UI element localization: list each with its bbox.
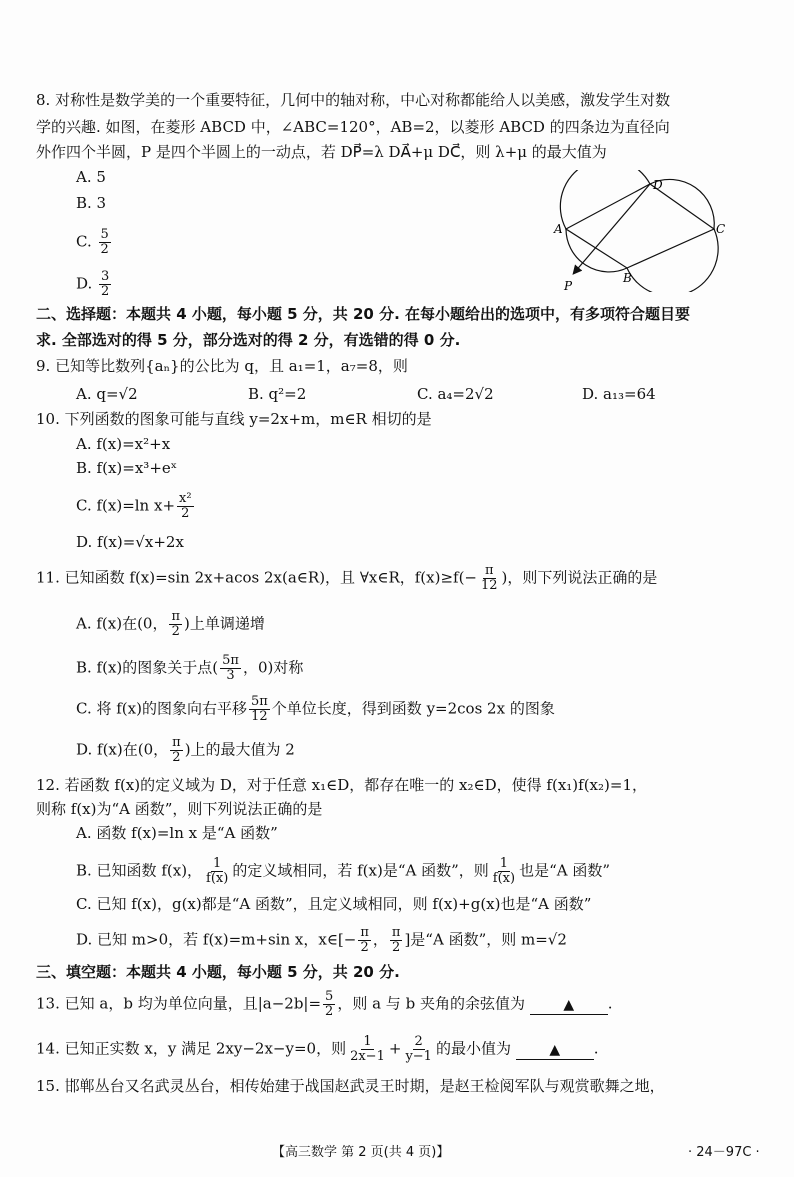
q9-option-d: D. a₁₃=64 (582, 385, 656, 403)
q12-option-b-fraction-1 (204, 857, 230, 886)
fraction-numerator: π (171, 609, 181, 624)
q13-fraction (323, 990, 335, 1019)
q10-option-c (76, 492, 196, 521)
q15-line-1: 15. 邯郸丛台又名武灵丛台，相传始建于战国赵武灵王时期，是赵王检阅军队与观赏歌舞之地， (36, 1077, 665, 1095)
q8-option-c-fraction (99, 228, 111, 257)
vertex-label-b: B (623, 271, 632, 285)
q14 (36, 1035, 756, 1064)
q12-option-d-fraction-2 (390, 926, 403, 955)
fraction-numerator: 5π (250, 694, 268, 709)
q13-post: ，则 a 与 b 夹角的余弦值为 (337, 994, 525, 1013)
q12-option-d (76, 926, 567, 955)
q8-line-1: 8. 对称性是数学美的一个重要特征，几何中的轴对称，中心对称都能给人以美感，激发学生对数 (36, 91, 671, 109)
q8-option-c-label: C. (76, 232, 92, 251)
q11-option-a-fraction (169, 610, 182, 639)
q11-option-c-pre: C. 将 f(x)的图象向右平移 (76, 699, 247, 718)
fraction-numerator: 3 (101, 269, 110, 284)
section-3-title: 三、填空题：本题共 4 小题，每小题 5 分，共 20 分. (36, 963, 400, 981)
section-2-title-line-2: 求. 全部选对的得 5 分，部分选对的得 2 分，有选错的得 0 分. (36, 331, 461, 349)
q14-fraction-2 (403, 1035, 434, 1064)
q12-option-b-post: 也是“A 函数” (519, 861, 611, 880)
q12-option-d-fraction-1 (358, 926, 371, 955)
q11-option-c (76, 695, 555, 724)
fraction-numerator: 1 (499, 856, 509, 871)
q12-option-b-pre: B. 已知函数 f(x)， (76, 861, 203, 880)
q14-answer-blank[interactable]: ▲ (516, 1041, 594, 1060)
q12-option-a: A. 函数 f(x)=ln x 是“A 函数” (76, 824, 278, 842)
fraction-denominator: 2x−1 (350, 1049, 385, 1064)
fraction-denominator: f(x) (206, 871, 229, 886)
q11-option-a-pre: A. f(x)在(0， (76, 614, 168, 633)
fraction-denominator: 2 (101, 284, 110, 299)
q12-line-1: 12. 若函数 f(x)的定义域为 D，对于任意 x₁∈D，都存在唯一的 x₂∈D，使得 f(x₁)f(x₂)=1， (36, 776, 647, 794)
q14-end: . (593, 1039, 599, 1058)
q11-option-a (76, 610, 265, 639)
semicircle-right-lower (627, 229, 718, 292)
q8-line-2: 学的兴趣. 如图，在菱形 ABCD 中，∠ABC=120°，AB=2，以菱形 ABCD 的四条边为直径向 (36, 118, 670, 136)
q11-option-d-fraction (170, 736, 183, 765)
q12-option-d-post: ]是“A 函数”，则 m=√2 (404, 930, 567, 949)
q13-pre: 13. 已知 a，b 均为单位向量，且|a−2b|= (36, 994, 322, 1013)
q12-option-b (76, 857, 610, 886)
fraction-denominator: 2 (392, 940, 401, 955)
q9-stem: 9. 已知等比数列{aₙ}的公比为 q，且 a₁=1，a₇=8，则 (36, 357, 408, 375)
q12-option-b-fraction-2 (491, 857, 517, 886)
point-label-p: P (564, 279, 573, 292)
q8-option-c (76, 228, 113, 257)
fraction-denominator: 2 (181, 506, 190, 521)
q9-option-a: A. q=√2 (76, 385, 138, 403)
fraction-denominator: 2 (172, 750, 181, 765)
q9-option-c: C. a₄=2√2 (417, 385, 494, 403)
q10-option-a: A. f(x)=x²+x (76, 435, 171, 453)
footer-code: · 24－97C · (688, 1145, 760, 1160)
q11-option-a-post: )上单调递增 (184, 614, 265, 633)
q13 (36, 990, 756, 1019)
q11-stem-post: )，则下列说法正确的是 (501, 568, 658, 587)
fraction-numerator: x² (179, 491, 192, 506)
q8-option-d (76, 270, 113, 299)
q9-option-b: B. q²=2 (248, 385, 307, 403)
q10-option-b: B. f(x)=x³+eˣ (76, 459, 178, 477)
q11-option-d-post: )上的最大值为 2 (184, 740, 295, 759)
q10-option-c-text: C. f(x)=ln x+ (76, 496, 176, 515)
q11-option-d (76, 736, 295, 765)
fraction-denominator: 2 (360, 940, 369, 955)
q8-line-3: 外作四个半圆，P 是四个半圆上的一动点，若 DP⃗=λ DA⃗+μ DC⃗，则 λ+μ 的最大值为 (36, 143, 607, 161)
fraction-denominator: f(x) (492, 871, 516, 886)
vector-dp-arrow (574, 184, 650, 273)
rhombus-semicircles-figure (548, 170, 748, 292)
q14-post: 的最小值为 (435, 1039, 511, 1058)
q14-plus: + (388, 1039, 402, 1058)
fraction-numerator: 1 (363, 1034, 372, 1049)
fraction-denominator: y−1 (405, 1049, 432, 1064)
fraction-numerator: 5 (100, 227, 109, 242)
section-2-title-line-1: 二、选择题：本题共 4 小题，每小题 5 分，共 20 分. 在每小题给出的选项中，有多项符合题目要 (36, 305, 691, 323)
q11-stem-fraction (479, 564, 500, 593)
fraction-numerator: 5 (325, 989, 334, 1004)
fraction-numerator: 2 (414, 1034, 423, 1049)
q13-end: . (607, 994, 613, 1013)
q13-answer-blank[interactable]: ▲ (530, 996, 608, 1015)
q11-option-b-post: ，0)对称 (242, 658, 304, 677)
q11-option-d-pre: D. f(x)在(0， (76, 740, 169, 759)
q11-option-b (76, 654, 303, 683)
q8-option-d-fraction (99, 270, 111, 299)
q11-stem-pre: 11. 已知函数 f(x)=sin 2x+acos 2x(a∈R)，且 ∀x∈R，f(x)≥f(− (36, 568, 477, 587)
q8-option-a: A. 5 (76, 168, 106, 186)
fraction-denominator: 2 (171, 624, 180, 639)
q8-option-b: B. 3 (76, 194, 107, 212)
fraction-denominator: 2 (100, 242, 109, 257)
fraction-numerator: 5π (222, 653, 239, 668)
q12-line-2: 则称 f(x)为“A 函数”，则下列说法正确的是 (36, 800, 323, 818)
fraction-numerator: π (360, 925, 369, 940)
fraction-numerator: π (391, 925, 401, 940)
q12-option-d-mid: ， (372, 930, 388, 949)
fraction-denominator: 12 (481, 578, 498, 593)
q11-stem (36, 564, 756, 593)
q8-option-d-label: D. (76, 274, 93, 293)
fraction-denominator: 2 (325, 1004, 334, 1019)
q11-option-b-fraction (220, 654, 241, 683)
q11-option-b-pre: B. f(x)的图象关于点( (76, 658, 219, 677)
fraction-denominator: 12 (251, 709, 268, 724)
q12-option-b-mid: 的定义域相同，若 f(x)是“A 函数”，则 (232, 861, 489, 880)
q12-option-d-pre: D. 已知 m>0，若 f(x)=m+sin x，x∈[− (76, 930, 357, 949)
footer-page-info: 【高三数学 第 2 页(共 4 页)】 (272, 1145, 450, 1160)
fraction-numerator: π (485, 563, 494, 578)
q11-option-c-post: 个单位长度，得到函数 y=2cos 2x 的图象 (271, 699, 555, 718)
vertex-label-c: C (716, 222, 726, 236)
q10-option-c-fraction (177, 492, 194, 521)
q12-option-c: C. 已知 f(x)，g(x)都是“A 函数”，且定义域相同，则 f(x)+g(x)也是“A 函数” (76, 895, 592, 913)
fraction-denominator: 3 (226, 668, 235, 683)
page-footer (0, 1139, 794, 1161)
fraction-numerator: 1 (213, 856, 222, 871)
q14-fraction-1 (348, 1035, 387, 1064)
q14-pre: 14. 已知正实数 x，y 满足 2xy−2x−y=0，则 (36, 1039, 347, 1058)
q10-stem: 10. 下列函数的图象可能与直线 y=2x+m，m∈R 相切的是 (36, 410, 432, 428)
fraction-numerator: π (172, 735, 181, 750)
q11-option-c-fraction (249, 695, 270, 724)
vertex-label-d: D (653, 178, 663, 192)
q10-option-d: D. f(x)=√x+2x (76, 533, 184, 551)
vertex-label-a: A (554, 222, 563, 236)
